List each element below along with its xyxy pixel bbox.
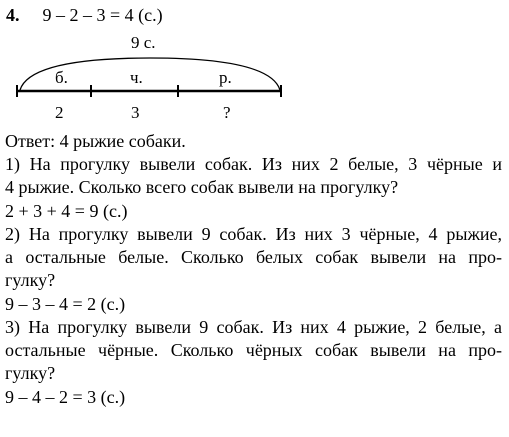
segment-value-red: ?: [223, 103, 231, 122]
problem-1-line-1: 1) На прогулку вывели собак. Из них 2 белые, 3 чёрные и: [5, 154, 502, 174]
problem-1-line-2: 4 рыжие. Сколько всего собак вывели на прогулку?: [5, 177, 399, 197]
problem-2-line-3: гулку?: [5, 270, 56, 290]
problem-3-line-3: гулку?: [5, 363, 56, 383]
problem-2-line-1: 2) На прогулку вывели 9 собак. Из них 3 чёрные, 4 рыжие,: [5, 224, 502, 244]
problem-2-line-2: а остальные белые. Сколько белых собак вывели на про-: [5, 247, 502, 267]
problem-3-solution: 9 – 4 – 2 = 3 (с.): [5, 387, 126, 407]
problem-3-line-2: остальные чёрные. Сколько чёрных собак вывели на про-: [5, 340, 502, 360]
task-number: 4.: [6, 5, 20, 25]
segment-label-white: б.: [55, 68, 68, 87]
total-label: 9 с.: [131, 33, 156, 52]
problem-1-solution: 2 + 3 + 4 = 9 (с.): [5, 201, 128, 221]
problem-3-line-1: 3) На прогулку вывели 9 собак. Из них 4 рыжие, 2 белые, а: [5, 317, 502, 337]
task-equation: 9 – 2 – 3 = 4 (с.): [42, 5, 163, 25]
problem-2-solution: 9 – 3 – 4 = 2 (с.): [5, 294, 126, 314]
segment-value-black: 3: [131, 103, 140, 122]
segment-label-red: р.: [219, 68, 232, 87]
task-header: [6, 4, 163, 26]
answer: Ответ: 4 рыжие собаки.: [5, 131, 186, 151]
segment-value-white: 2: [55, 103, 64, 122]
segment-label-black: ч.: [130, 68, 143, 87]
